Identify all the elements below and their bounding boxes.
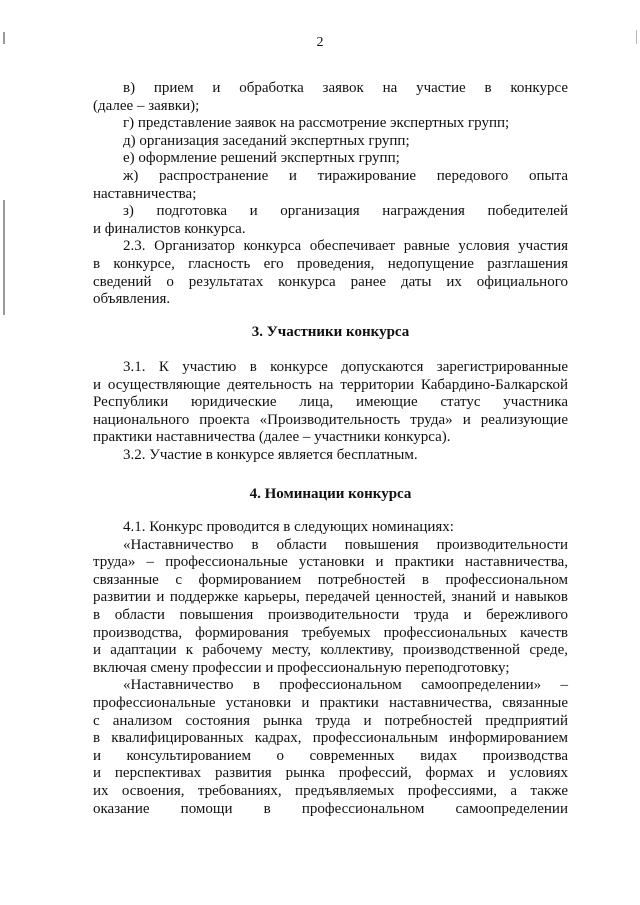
- page-number: 2: [316, 35, 324, 50]
- text-line: наставничества;: [93, 185, 197, 202]
- text-line: включая смену профессии и профессиональную переподготовку;: [93, 659, 510, 676]
- text-line: ж) распространение и тиражирование передового опыта: [123, 167, 568, 184]
- text-line: объявления.: [93, 291, 171, 308]
- text-line: связанные с формированием потребностей в профессиональном: [93, 571, 568, 588]
- text-line: практики наставничества (далее – участники конкурса).: [93, 429, 451, 446]
- text-line: з) подготовка и организация награждения победителей: [123, 203, 568, 220]
- text-line: в) прием и обработка заявок на участие в конкурсе: [123, 80, 568, 96]
- text-line: и адаптации к рабочему месту, коллективу, производственной среде,: [93, 642, 568, 659]
- text-line: 3.1. К участию в конкурсе допускаются зарегистрированные: [123, 359, 568, 375]
- text-line: оказание помощи в профессиональном самоопределении: [93, 800, 568, 817]
- text-line: национального проекта «Производительность труда» и реализующие: [93, 411, 568, 428]
- text-line: и консультированием о современных видах производства: [93, 747, 568, 764]
- paragraph-block-2: [93, 359, 568, 465]
- text-line: 4.1. Конкурс проводится в следующих номинациях:: [123, 519, 454, 535]
- text-line: 2.3. Организатор конкурса обеспечивает равные условия участия: [123, 238, 568, 255]
- text-line: 3.2. Участие в конкурсе является бесплатным.: [123, 446, 418, 463]
- text-line: их освоения, требованиях, предъявляемых профессиями, а также: [93, 782, 568, 799]
- section-heading-nominations: 4. Номинации конкурса: [249, 486, 412, 502]
- text-line: сведений о результатах конкурса ранее даты их официального: [93, 273, 568, 290]
- text-line: «Наставничество в профессиональном самоопределении» –: [123, 677, 568, 694]
- text-line: (далее – заявки);: [93, 97, 200, 114]
- text-line: в квалифицированных кадрах, профессиональным информированием: [93, 730, 568, 747]
- paragraph-block-1: [93, 80, 568, 309]
- text-line: в области повышения производительности труда и бережливого: [93, 606, 568, 623]
- text-line: «Наставничество в области повышения производительности: [123, 536, 568, 553]
- text-line: д) организация заседаний экспертных групп;: [123, 132, 410, 149]
- text-line: производства, формирования требуемых профессиональных качеств: [93, 624, 568, 641]
- paragraph-block-3: [93, 519, 568, 818]
- text-line: и финалистов конкурса.: [93, 220, 246, 237]
- text-line: е) оформление решений экспертных групп;: [123, 150, 400, 167]
- text-line: и осуществляющие деятельность на территории Кабардино-Балкарской: [93, 376, 568, 393]
- text-line: в конкурсе, гласность его проведения, недопущение разглашения: [93, 255, 568, 272]
- text-line: и перспективах развития рынка профессий, формах и условиях: [93, 765, 568, 782]
- text-line: Республики юридические лица, имеющие статус участника: [93, 394, 568, 411]
- text-line: труда» – профессиональные установки и практики наставничества,: [93, 554, 568, 571]
- scan-edge-mark: [3, 200, 5, 315]
- text-line: профессиональные установки и практики наставничества, связанные: [93, 694, 568, 711]
- section-heading-participants: 3. Участники конкурса: [251, 324, 410, 340]
- text-line: развитии и поддержке карьеры, передачей ценностей, знаний и навыков: [93, 589, 568, 606]
- text-line: г) представление заявок на рассмотрение экспертных групп;: [123, 115, 510, 132]
- text-line: с анализом состояния рынка труда и потребностей предприятий: [93, 712, 568, 729]
